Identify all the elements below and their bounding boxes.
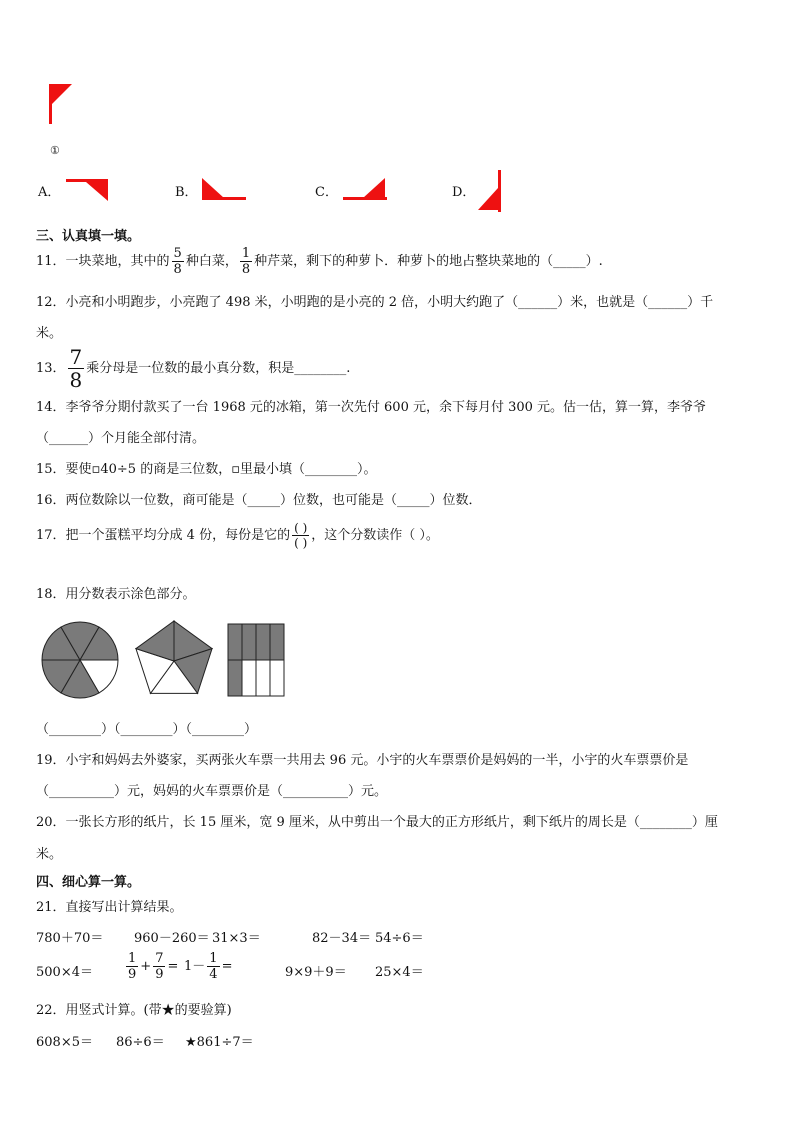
q21-r1-c: 31×3＝	[212, 931, 261, 946]
q21-c-eq: =	[221, 959, 233, 974]
q22-item-3: ★861÷7＝	[185, 1035, 254, 1050]
option-d-label: D．	[452, 185, 476, 200]
q18-rectangle-figure	[226, 622, 286, 698]
option-c[interactable]	[315, 181, 338, 200]
q21-b-frac1: $\frac{1}{9}$	[128, 951, 137, 982]
q21-b-eq: =	[167, 959, 179, 974]
q11-mid: 种白菜，	[185, 254, 238, 269]
question-12-line2: 米。	[36, 326, 63, 341]
q21-c-frac: $\frac{1}{4}$	[209, 951, 218, 982]
rect-cell-top	[256, 624, 270, 660]
option-a[interactable]	[38, 181, 60, 200]
rect-cell-bottom	[242, 660, 256, 696]
option-b-label: B．	[175, 185, 198, 200]
q18-pentagon-figure	[132, 617, 216, 701]
q21-r2-c	[184, 952, 232, 981]
q13-frac: $\frac{7}{8}$	[69, 345, 83, 392]
q21-r1-a: 780＋70＝	[36, 931, 104, 946]
q18-answers: （________）（________）（________）	[36, 722, 258, 737]
question-11	[36, 247, 603, 276]
flag-figure	[46, 82, 76, 126]
question-17	[36, 522, 439, 549]
option-c-shape	[343, 176, 389, 202]
q11-frac2: $\frac{1}{8}$	[241, 246, 251, 277]
question-22: 22．用竖式计算。(带★的要验算)	[36, 1003, 232, 1018]
option-a-label: A．	[38, 185, 61, 200]
q21-r2-d: 9×9＋9＝	[285, 965, 347, 980]
section-4-title: 四、细心算一算。	[36, 875, 141, 890]
q11-frac1: $\frac{5}{8}$	[173, 246, 182, 277]
q18-circle-figure	[40, 620, 120, 700]
question-20-line2: 米。	[36, 847, 63, 862]
q22-item-1: 608×5＝	[36, 1035, 93, 1050]
question-14-line2: （______）个月能全部付清。	[36, 431, 206, 446]
option-d[interactable]	[452, 181, 475, 200]
q22-item-2: 86÷6＝	[116, 1035, 165, 1050]
rect-cell-bottom	[270, 660, 284, 696]
rect-cell-bottom	[256, 660, 270, 696]
option-a-shape	[66, 179, 110, 203]
question-16: 16．两位数除以一位数，商可能是（_____）位数，也可能是（_____）位数．	[36, 493, 482, 508]
option-c-label: C．	[315, 185, 338, 200]
question-18: 18．用分数表示涂色部分。	[36, 587, 196, 602]
question-12-line1: 12．小亮和小明跑步，小亮跑了 498 米，小明跑的是小亮的 2 倍，小明大约跑了（______）米，也就是（______）千	[36, 295, 714, 310]
q21-r2-a: 500×4＝	[36, 965, 93, 980]
question-21: 21．直接写出计算结果。	[36, 900, 183, 915]
q17-frac: $\frac{( )}{( )}$	[294, 521, 308, 550]
q21-r2-b	[124, 952, 178, 981]
q13-suffix: 乘分母是一位数的最小真分数，积是________.	[86, 361, 351, 376]
q11-prefix: 11．一块菜地，其中的	[36, 254, 170, 269]
option-d-shape	[478, 168, 504, 214]
question-15: 15．要使▫40÷5 的商是三位数，▫里最小填（________）。	[36, 462, 377, 477]
rect-cell-top	[228, 624, 242, 660]
q11-suffix: 种芹菜，剩下的种萝卜．种萝卜的地占整块菜地的（_____）.	[254, 254, 603, 269]
option-b[interactable]	[175, 181, 198, 200]
q21-c-pre: 1－	[184, 959, 206, 974]
question-20-line1: 20．一张长方形的纸片，长 15 厘米，宽 9 厘米，从中剪出一个最大的正方形纸片，剩下纸片的周长是（________）厘	[36, 815, 718, 830]
question-14-line1: 14．李爷爷分期付款买了一台 1968 元的冰箱，第一次先付 600 元，余下每月付 300 元。估一估，算一算，李爷爷	[36, 400, 707, 415]
q21-r1-b: 960－260＝	[134, 931, 210, 946]
question-19-line2: （__________）元，妈妈的火车票票价是（__________）元。	[36, 784, 388, 799]
q21-r2-e: 25×4＝	[375, 965, 424, 980]
rect-cell-bottom	[228, 660, 242, 696]
q21-b-op: +	[140, 959, 152, 974]
rect-cell-top	[270, 624, 284, 660]
q17-suffix: ，这个分数读作（ ）。	[311, 528, 439, 543]
q17-prefix: 17．把一个蛋糕平均分成 4 份，每份是它的	[36, 528, 291, 543]
q21-b-frac2: $\frac{7}{9}$	[155, 951, 164, 982]
question-13	[36, 347, 350, 390]
rect-cell-top	[242, 624, 256, 660]
question-19-line1: 19．小宇和妈妈去外婆家，买两张火车票一共用去 96 元。小宇的火车票票价是妈妈的一半，小宇的火车票票价是	[36, 753, 689, 768]
option-b-shape	[202, 176, 248, 202]
figure-caption: ①	[50, 144, 60, 157]
q21-r1-d: 82－34＝	[312, 931, 372, 946]
q13-prefix: 13．	[36, 361, 66, 376]
q21-r1-e: 54÷6＝	[375, 931, 424, 946]
section-3-title: 三、认真填一填。	[36, 229, 141, 244]
